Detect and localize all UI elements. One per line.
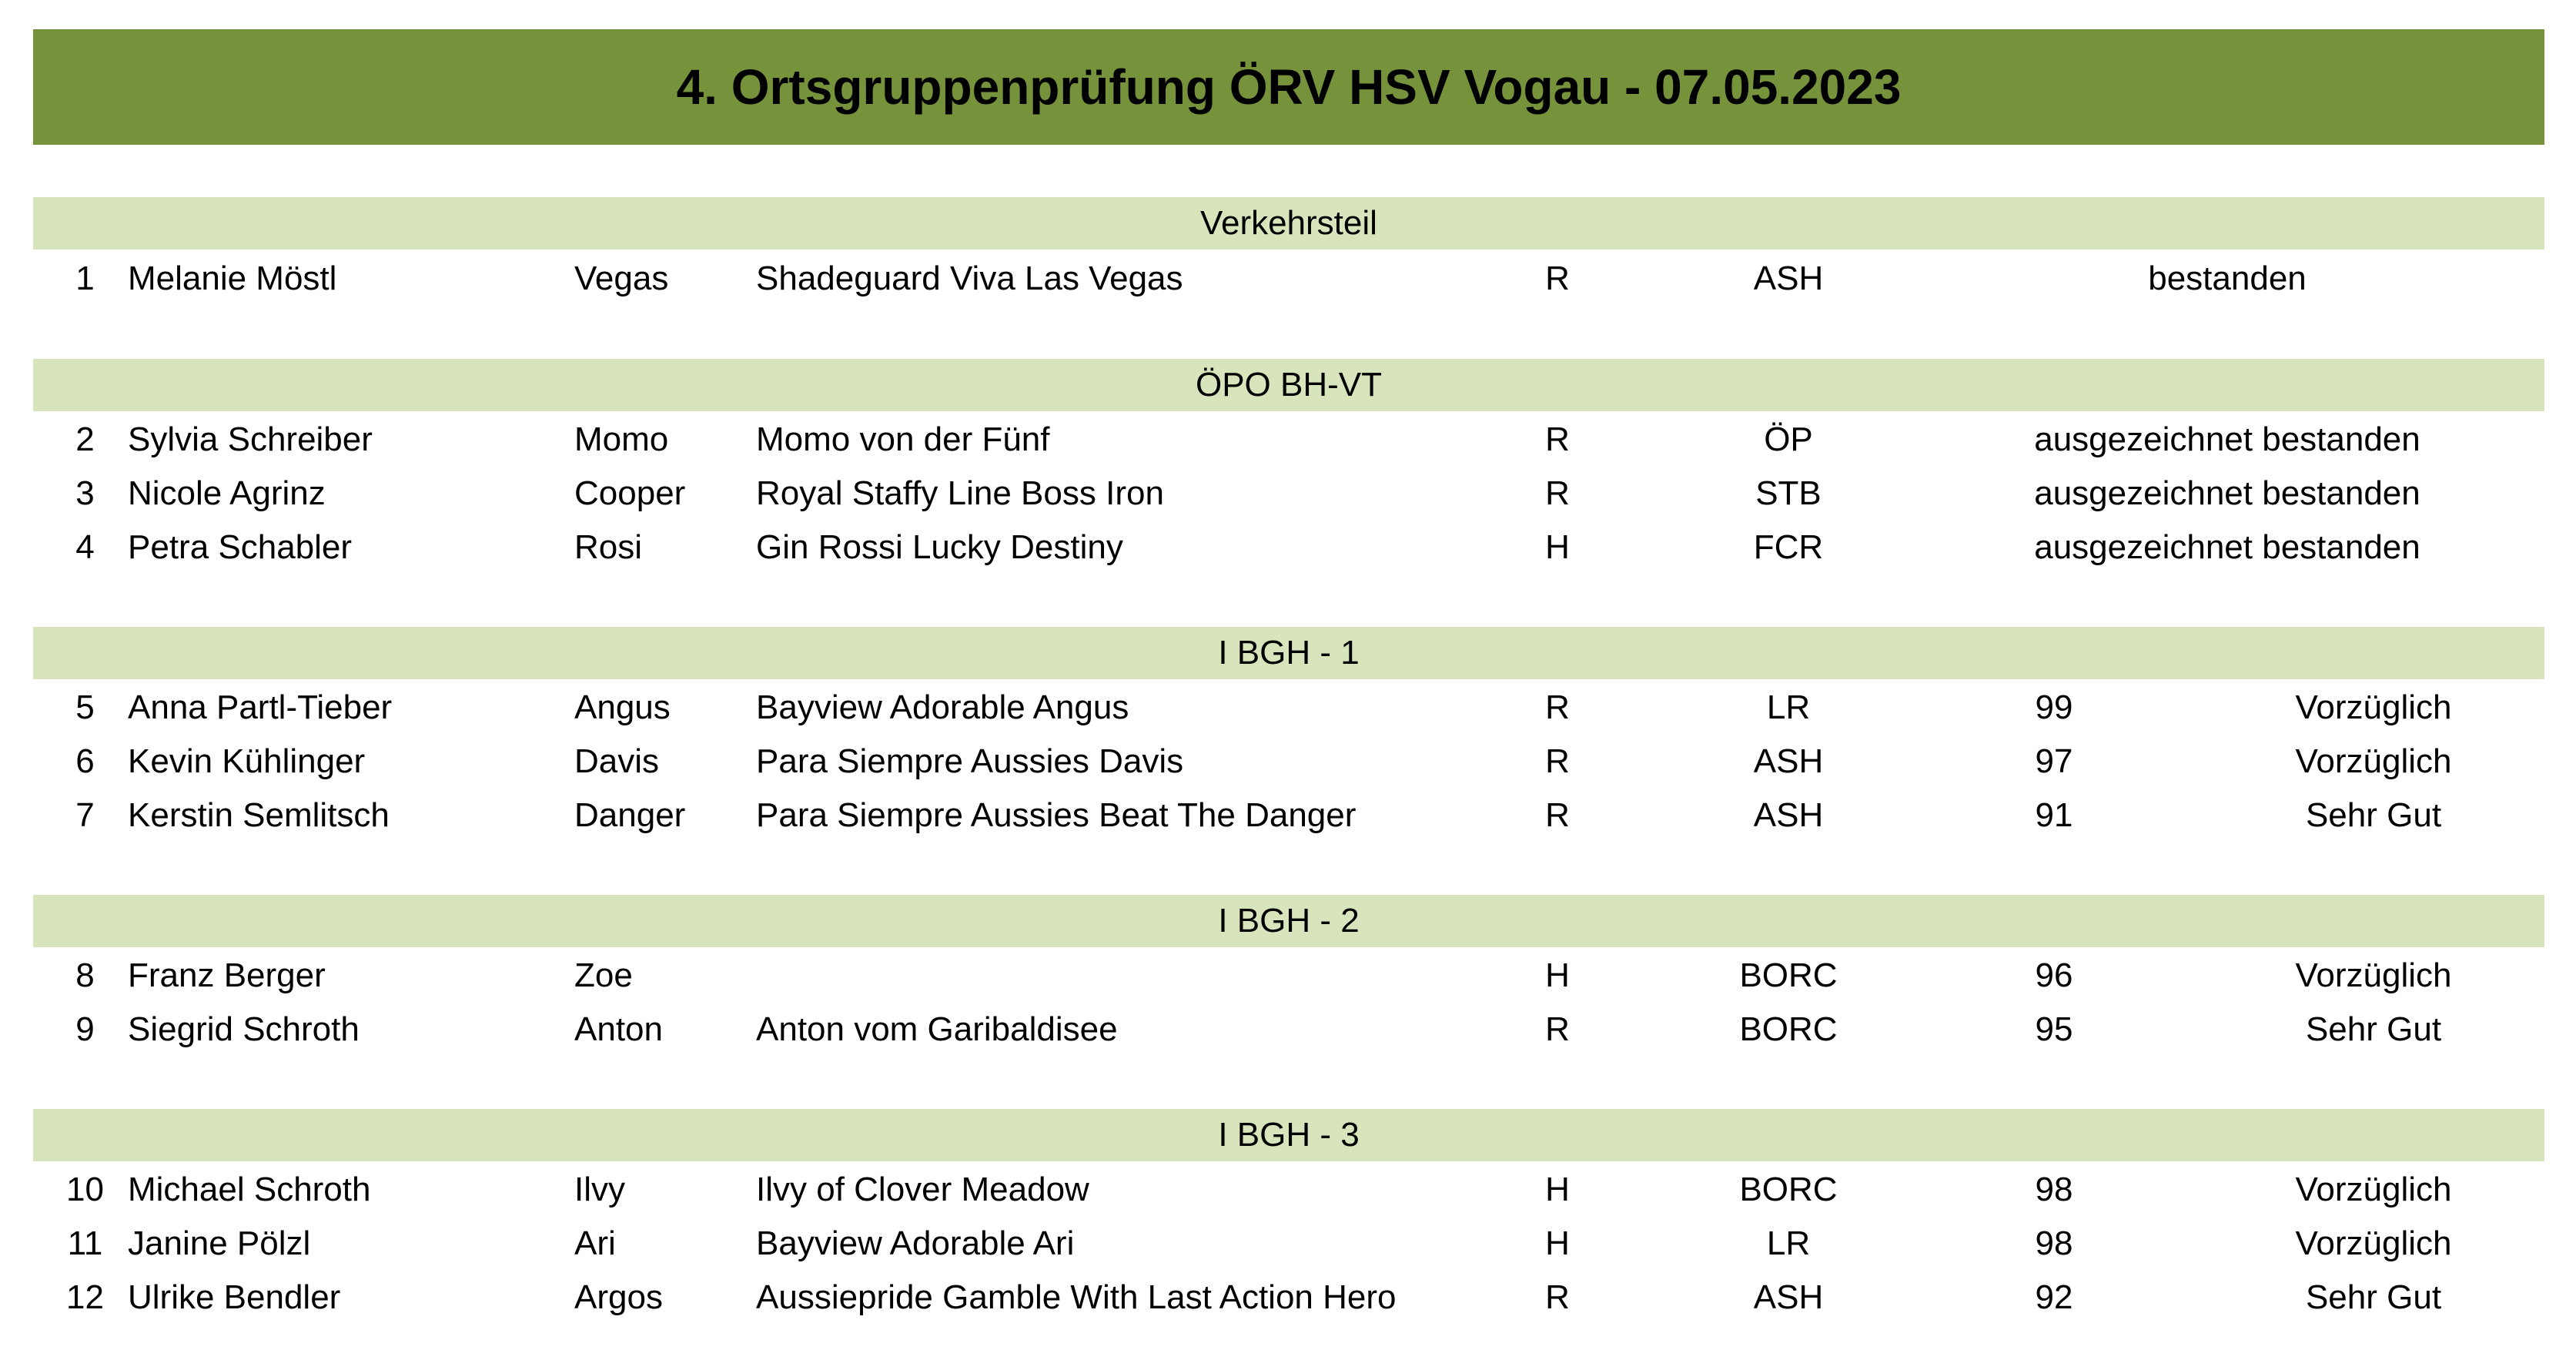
dog-sex: H	[1545, 528, 1570, 566]
dog-breed: LR	[1766, 1224, 1811, 1262]
grade: Vorzüglich	[2295, 688, 2452, 726]
dog-call-name: Angus	[574, 688, 671, 726]
entry-number: 11	[67, 1224, 103, 1262]
points: 98	[2035, 1171, 2073, 1208]
dog-sex: R	[1545, 742, 1570, 780]
result: ausgezeichnet bestanden	[2034, 420, 2420, 458]
entry-number: 8	[75, 956, 95, 994]
section-header-verkehrsteil	[33, 197, 2544, 250]
points: 92	[2035, 1278, 2073, 1316]
section-title: I BGH - 2	[1218, 902, 1360, 940]
dog-registered-name: Royal Staffy Line Boss Iron	[756, 474, 1164, 512]
dog-breed: ASH	[1753, 260, 1824, 297]
dog-call-name: Rosi	[574, 528, 643, 566]
dog-breed: ASH	[1753, 1278, 1824, 1316]
dog-breed: BORC	[1739, 956, 1838, 994]
handler-name: Siegrid Schroth	[128, 1010, 360, 1048]
dog-sex: R	[1545, 1278, 1570, 1316]
entry-number: 3	[75, 474, 95, 512]
handler-name: Kerstin Semlitsch	[128, 796, 390, 834]
grade: Vorzüglich	[2295, 1224, 2452, 1262]
dog-breed: LR	[1766, 688, 1811, 726]
section-title: ÖPO BH-VT	[1195, 366, 1383, 404]
dog-registered-name: Bayview Adorable Ari	[756, 1224, 1075, 1262]
dog-registered-name	[756, 949, 1526, 1003]
grade: Sehr Gut	[2305, 1278, 2442, 1316]
section-header-bgh-3	[33, 1109, 2544, 1161]
dog-breed: FCR	[1753, 528, 1824, 566]
points: 91	[2035, 796, 2073, 834]
dog-call-name: Davis	[574, 742, 660, 780]
dog-registered-name: Anton vom Garibaldisee	[756, 1010, 1118, 1048]
dog-call-name: Zoe	[574, 956, 633, 994]
dog-registered-name: Bayview Adorable Angus	[756, 688, 1129, 726]
section-title: I BGH - 1	[1218, 634, 1360, 672]
dog-call-name: Danger	[574, 796, 686, 834]
dog-breed: ASH	[1753, 742, 1824, 780]
table-row	[33, 949, 2544, 1003]
points: 97	[2035, 742, 2073, 780]
entry-number: 5	[75, 688, 95, 726]
dog-call-name: Anton	[574, 1010, 663, 1048]
dog-breed: STB	[1755, 474, 1822, 512]
entry-number: 7	[75, 796, 95, 834]
dog-call-name: Cooper	[574, 474, 686, 512]
dog-registered-name: Gin Rossi Lucky Destiny	[756, 528, 1123, 566]
dog-sex: R	[1545, 420, 1570, 458]
dog-registered-name: Momo von der Fünf	[756, 420, 1050, 458]
entry-number: 9	[75, 1010, 95, 1048]
table-row	[33, 1163, 2544, 1217]
table-row	[33, 1003, 2544, 1057]
result: ausgezeichnet bestanden	[2034, 474, 2420, 512]
table-row	[33, 735, 2544, 789]
dog-sex: H	[1545, 956, 1570, 994]
table-row	[33, 1217, 2544, 1271]
handler-name: Kevin Kühlinger	[128, 742, 366, 780]
handler-name: Petra Schabler	[128, 528, 353, 566]
handler-name: Michael Schroth	[128, 1171, 371, 1208]
title-bar	[33, 29, 2544, 145]
dog-breed: ÖP	[1764, 420, 1813, 458]
entry-number: 10	[66, 1171, 104, 1208]
dog-call-name: Ari	[574, 1224, 616, 1262]
entry-number: 4	[75, 528, 95, 566]
table-row	[33, 521, 2544, 574]
dog-call-name: Momo	[574, 420, 669, 458]
table-row	[33, 252, 2544, 306]
dog-sex: R	[1545, 260, 1570, 297]
handler-name: Nicole Agrinz	[128, 474, 326, 512]
grade: Vorzüglich	[2295, 956, 2452, 994]
handler-name: Melanie Möstl	[128, 260, 337, 297]
section-title: Verkehrsteil	[1200, 204, 1377, 242]
section-title: I BGH - 3	[1218, 1116, 1360, 1154]
grade: Vorzüglich	[2295, 742, 2452, 780]
section-header-bgh-1	[33, 627, 2544, 679]
handler-name: Franz Berger	[128, 956, 326, 994]
dog-registered-name: Para Siempre Aussies Beat The Danger	[756, 796, 1357, 834]
dog-breed: BORC	[1739, 1010, 1838, 1048]
dog-call-name: Argos	[574, 1278, 663, 1316]
dog-sex: R	[1545, 796, 1570, 834]
grade: Vorzüglich	[2295, 1171, 2452, 1208]
dog-registered-name: Aussiepride Gamble With Last Action Hero	[756, 1278, 1397, 1316]
section-header-bgh-2	[33, 895, 2544, 947]
entry-number: 1	[75, 260, 95, 297]
dog-registered-name: Ilvy of Clover Meadow	[756, 1171, 1089, 1208]
dog-breed: ASH	[1753, 796, 1824, 834]
table-row	[33, 467, 2544, 521]
handler-name: Anna Partl-Tieber	[128, 688, 393, 726]
dog-sex: H	[1545, 1171, 1570, 1208]
grade: Sehr Gut	[2305, 1010, 2442, 1048]
points: 95	[2035, 1010, 2073, 1048]
points: 99	[2035, 688, 2073, 726]
entry-number: 6	[75, 742, 95, 780]
dog-sex: R	[1545, 474, 1570, 512]
dog-registered-name: Para Siempre Aussies Davis	[756, 742, 1184, 780]
entry-number: 12	[66, 1278, 104, 1316]
section-header-opo-bh-vt	[33, 359, 2544, 411]
entry-number: 2	[75, 420, 95, 458]
handler-name: Janine Pölzl	[128, 1224, 311, 1262]
points: 96	[2035, 956, 2073, 994]
dog-call-name: Vegas	[574, 260, 669, 297]
grade: Sehr Gut	[2305, 796, 2442, 834]
result: ausgezeichnet bestanden	[2034, 528, 2420, 566]
result: bestanden	[2148, 260, 2307, 297]
table-row	[33, 1271, 2544, 1325]
dog-sex: R	[1545, 688, 1570, 726]
points: 98	[2035, 1224, 2073, 1262]
table-row	[33, 681, 2544, 735]
handler-name: Sylvia Schreiber	[128, 420, 373, 458]
table-row	[33, 413, 2544, 467]
handler-name: Ulrike Bendler	[128, 1278, 341, 1316]
page-title: 4. Ortsgruppenprüfung ÖRV HSV Vogau - 07.05.2023	[676, 59, 1902, 115]
dog-breed: BORC	[1739, 1171, 1838, 1208]
dog-call-name: Ilvy	[574, 1171, 625, 1208]
table-row	[33, 789, 2544, 842]
dog-registered-name: Shadeguard Viva Las Vegas	[756, 260, 1183, 297]
dog-sex: R	[1545, 1010, 1570, 1048]
dog-sex: H	[1545, 1224, 1570, 1262]
